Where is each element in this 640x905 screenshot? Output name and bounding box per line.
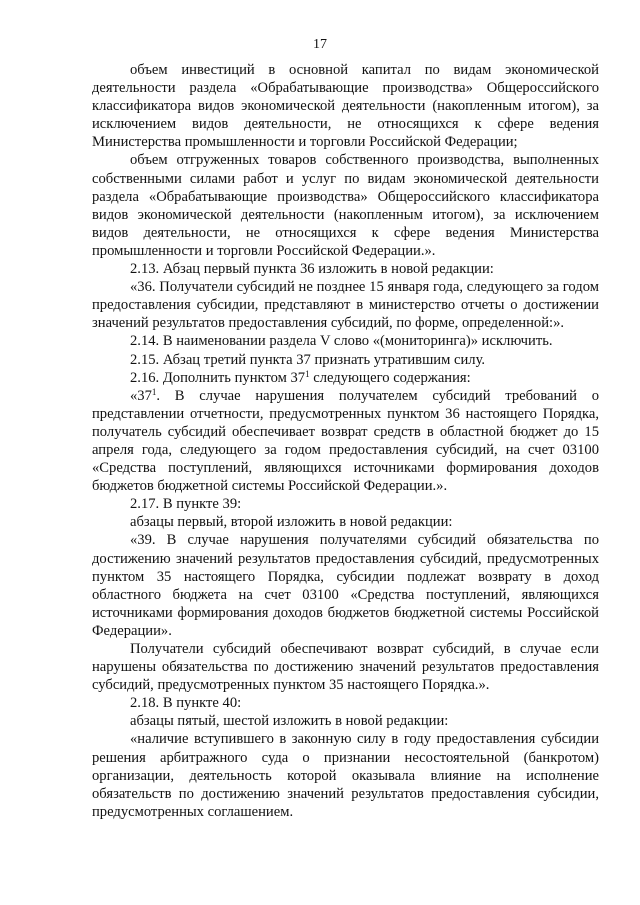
paragraph-investment-volume: объем инвестиций в основной капитал по видам экономической деятельности раздела «Обрабатывающие производства» Общероссийского классификатора видов экономической деятельности (накопленным итогом), за исключением видов деятельности, не относящихся к сфере ведения Министерства промышленности и торговли Российской Федерации; <box>92 62 599 151</box>
paragraph-point-39: «39. В случае нарушения получателями субсидий обязательства по достижению значений результатов предоставления субсидий, предусмотренных пунктом 35 настоящего Порядка, субсидии подлежат возврату в доход областного бюджета на счет 03100 «Средства поступлений, являющихся источниками формирования доходов бюджетов бюджетной системы Российской Федерации». <box>92 532 599 639</box>
paragraph-2-15: 2.15. Абзац третий пункта 37 признать утратившим силу. <box>130 351 486 368</box>
paragraph-point-37-1 <box>92 387 599 496</box>
paragraph-2-17-instruction: абзацы первый, второй изложить в новой редакции: <box>130 514 453 531</box>
page-number: 17 <box>313 37 327 52</box>
paragraph-2-18: 2.18. В пункте 40: <box>130 695 242 712</box>
paragraph-shipped-goods-volume: объем отгруженных товаров собственного производства, выполненных собственными силами работ и услуг по видам экономической деятельности раздела «Обрабатывающие производства» Общероссийского классификатора видов экономической деятельности (накопленным итогом), за исключением видов деятельности, не относящихся к сфере ведения Министерства промышленности и торговли Российской Федерации.». <box>92 152 599 259</box>
paragraph-point-39-refund: Получатели субсидий обеспечивают возврат субсидий, в случае если нарушены обязательства по достижению значений результатов предоставления субсидий, предусмотренных пунктом 35 настоящего Порядка.». <box>92 641 599 694</box>
paragraph-point-40-text: «наличие вступившего в законную силу в году предоставления субсидии решения арбитражного суда о признании несостоятельной (банкротом) организации, деятельность которой оказывала влияние на исполнение обязательств по достижению значений результатов предоставления субсидии, предусмотренных соглашением. <box>92 731 599 820</box>
superscript: 1 <box>305 368 310 379</box>
paragraph-2-16-tail: следующего содержания: <box>309 369 471 386</box>
document-body <box>92 61 599 821</box>
paragraph-point-37-1-text: . В случае нарушения получателем субсидий требований о представлении отчетности, предусмотренных пунктом 36 настоящего Порядка, получатель субсидий обеспечивает возврат средств в областной бюджет до 15 апреля года, следующего за годом предоставления субсидий, на счет 03100 «Средства поступлений, являющихся источниками формирования доходов бюджетов бюджетной системы Российской Федерации.». <box>92 387 599 495</box>
paragraph-2-13: 2.13. Абзац первый пункта 36 изложить в новой редакции: <box>130 261 494 278</box>
paragraph-2-16-text: 2.16. Дополнить пунктом 37 <box>130 369 306 386</box>
paragraph-point-36: «36. Получатели субсидий не позднее 15 января года, следующего за годом предоставления субсидии, представляют в министерство отчеты о достижении значений результатов предоставления субсидий, по форме, определенной:». <box>92 279 599 332</box>
paragraph-2-16 <box>92 369 599 387</box>
paragraph-2-17: 2.17. В пункте 39: <box>130 496 242 513</box>
superscript: 1 <box>151 386 157 397</box>
paragraph-2-14: 2.14. В наименовании раздела V слово «(мониторинга)» исключить. <box>130 333 553 350</box>
paragraph-point-37-1-number: «37 <box>130 387 152 404</box>
paragraph-2-18-instruction: абзацы пятый, шестой изложить в новой редакции: <box>130 713 449 730</box>
